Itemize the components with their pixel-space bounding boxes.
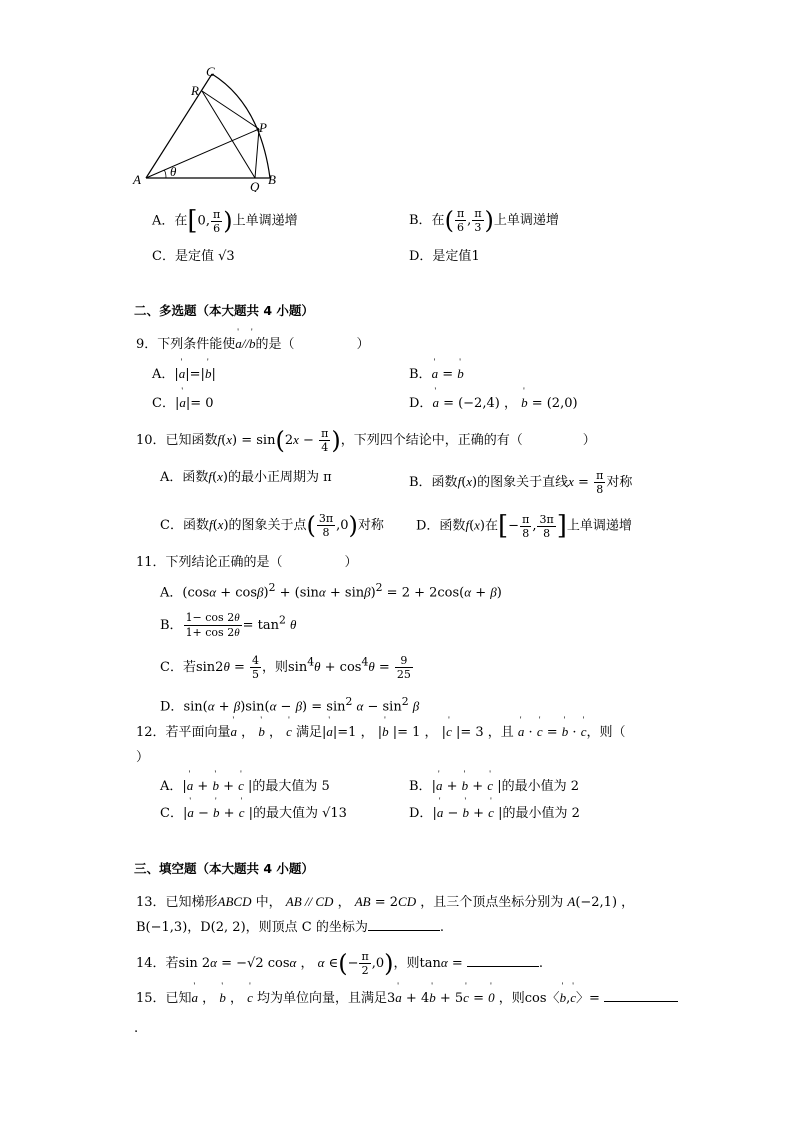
q9-option-c: C．|' a|= 0 [152,396,214,410]
q13-line1: 13．已知梯形ABCD 中， AB // CD ， AB = 2CD ，且三个顶点坐标分别为 A(−2,1) ， [136,894,635,910]
q12-option-c: C．|' a − ' b + ' c |的最大值为 √13 [160,806,347,820]
q12-stem-close: ） [136,750,150,765]
label-P: P [259,120,267,135]
q10-option-c: C．函数f(x)的图象关于点( $\frac{3\pi}{8}$ ,0)对称 [160,511,384,540]
q14: 14．若sin 2α = −√2 cosα ， α ∈(− $\frac{\pi}{2}$ ,0)，则tanα = . [136,949,543,978]
q9-stem: 9．下列条件能使' a//' b的是（ ） [136,337,370,351]
q8-option-d: D．是定值1 [409,249,480,264]
q12-option-a: A．|' a + ' b + ' c |的最大值为 5 [160,779,330,793]
label-A: A [133,172,141,187]
label-B: B [268,172,276,187]
q11-option-a: A．$(\cos\alpha + \cos\beta)^2 + (\sin\alpha + \sin\beta)^2 = 2 + 2\cos(\alpha + \beta)$ [160,581,502,601]
q11-stem: 11．下列结论正确的是（ ） [136,555,358,570]
q9-option-d: D．' a = (−2,4) ， ' b = (2,0) [409,396,578,410]
q9-option-a: A．|' a|=|' b| [152,367,216,381]
label-theta: θ [170,164,177,179]
q11-option-d: D．$\sin(\alpha + \beta)\sin(\alpha - \beta) = \sin^2 \alpha - \sin^2 \beta$ [160,695,420,715]
label-C: C [206,64,215,79]
q12-option-d: D．|' a − ' b + ' c |的最小值为 2 [409,806,580,820]
q15-end: . [134,1021,139,1036]
q12-stem: 12．若平面向量' a ， ' b ， ' c 满足|' a|=1 ， |' b |= 1 ， |' c |= 3 ，且 ' a · ' c = ' b · ' c，则（ [136,725,625,739]
label-R: R [191,83,199,98]
q8-option-c: C．是定值 √3 [152,249,235,264]
geometry-figure [128,64,288,192]
q12-option-b: B．|' a + ' b + ' c |的最小值为 2 [409,779,579,793]
section2-title: 二、多选题（本大题共 4 小题） [134,303,314,318]
q9-option-b: B．' a = ' b [409,367,464,381]
label-Q: Q [250,179,260,192]
q10-option-b: B．函数f(x)的图象关于直线x = $\frac{\pi}{8}$ 对称 [409,469,633,496]
section3-title: 三、填空题（本大题共 4 小题） [134,861,314,876]
q13-line2: B(−1,3)，D(2, 2)，则顶点 C 的坐标为 . [136,920,444,935]
q10-option-d: D．函数f(x)在[− $\frac{\pi}{8}$ , $\frac{3\pi}{8}$ ]上单调递增 [416,511,632,541]
q15: 15．已知' a ， ' b ， ' c 均为单位向量，且满足3' a + 4' b + 5' c = ' 0 ，则cos〈' b,' c〉= [136,991,678,1005]
q10-option-a: A．函数f(x)的最小正周期为 π [160,469,332,485]
q8-option-b: B．在( $\frac{\pi}{6}$ , $\frac{\pi}{3}$ )上单调递增 [409,206,559,235]
q10-stem: 10．已知函数f(x) = sin(2x − $\frac{\pi}{4}$ )，下列四个结论中，正确的有（ ） [136,426,596,455]
q11-option-c: C．若sin2θ = $\frac{4}{5}$ ，则$\sin^4\theta + \cos^4\theta$ = $\frac{9}{25}$ [160,654,411,681]
q8-option-a: A．在[0, $\frac{\pi}{6}$ )上单调递增 [152,206,298,236]
q11-option-b: B． $\frac{1- \cos 2\theta}{1+ \cos 2\theta}$ = $\tan^2 \theta$ [160,611,297,639]
